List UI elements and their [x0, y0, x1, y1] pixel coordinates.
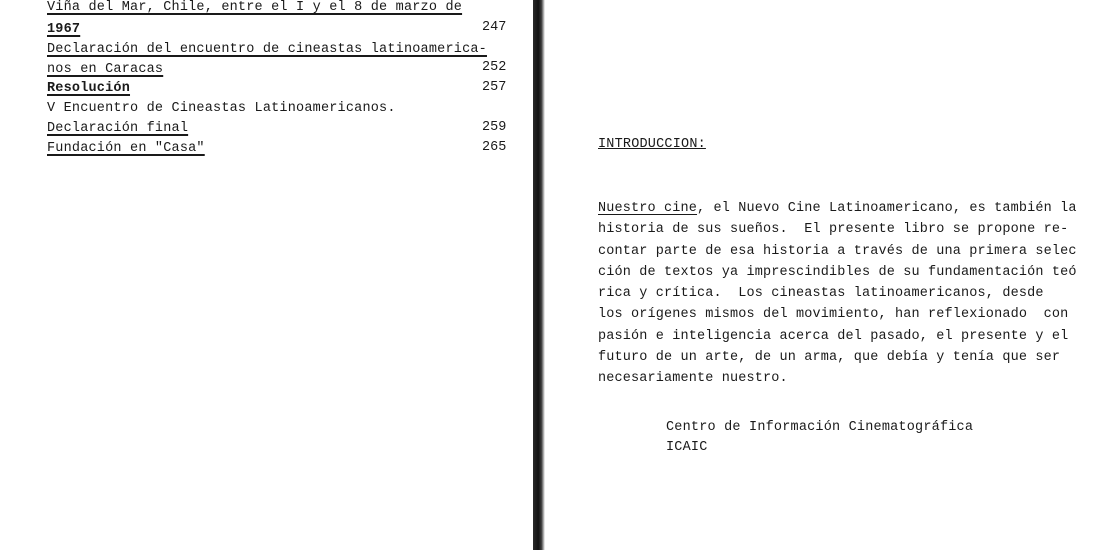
- introduction-heading: INTRODUCCION:: [598, 137, 706, 152]
- intro-line: necesariamente nuestro.: [598, 371, 788, 387]
- toc-entry-text: Resolución: [47, 81, 131, 96]
- toc-entry-text: Fundación en "Casa": [47, 141, 205, 156]
- toc-entry-text: Declaración del encuentro de cineastas latinoamerica-: [47, 42, 487, 57]
- toc-entry-text: Declaración final: [47, 121, 189, 136]
- toc-page-number: 259: [482, 120, 507, 135]
- page-gutter: [533, 0, 545, 550]
- toc-entry-text: Viña del Mar, Chile, entre el I y el 8 de marzo de: [47, 0, 463, 15]
- intro-line: [598, 198, 1077, 219]
- intro-first-words: Nuestro cine: [598, 201, 698, 216]
- left-page: [0, 0, 535, 550]
- toc-page-number: 257: [482, 80, 507, 95]
- toc-page-number: 247: [482, 20, 507, 35]
- intro-line: historia de sus sueños. El presente libro se propone re-: [598, 222, 1069, 238]
- intro-line: rica y crítica. Los cineastas latinoamericanos, desde: [598, 286, 1044, 302]
- toc-entry-text: 1967: [47, 22, 81, 37]
- toc-entry-text: nos en Caracas: [47, 62, 164, 77]
- intro-line: los orígenes mismos del movimiento, han reflexionado con: [598, 307, 1069, 323]
- signature-acronym: ICAIC: [666, 440, 708, 455]
- introduction-body: [598, 198, 1077, 390]
- intro-line-text: , el Nuevo Cine Latinoamericano, es también la: [697, 201, 1077, 216]
- signature-block: [666, 418, 973, 458]
- toc-entry-text: V Encuentro de Cineastas Latinoamericanos.: [47, 101, 396, 116]
- intro-line: pasión e inteligencia acerca del pasado, el presente y el: [598, 328, 1069, 344]
- intro-line: contar parte de esa historia a través de una primera selec: [598, 243, 1077, 259]
- intro-line: futuro de un arte, de un arma, que debía y tenía que ser: [598, 350, 1061, 366]
- toc-page-number: 252: [482, 60, 507, 75]
- signature-organization: Centro de Información Cinematográfica: [666, 420, 974, 435]
- toc-page-number: 265: [482, 140, 507, 155]
- intro-line: ción de textos ya imprescindibles de su fundamentación teó: [598, 264, 1077, 280]
